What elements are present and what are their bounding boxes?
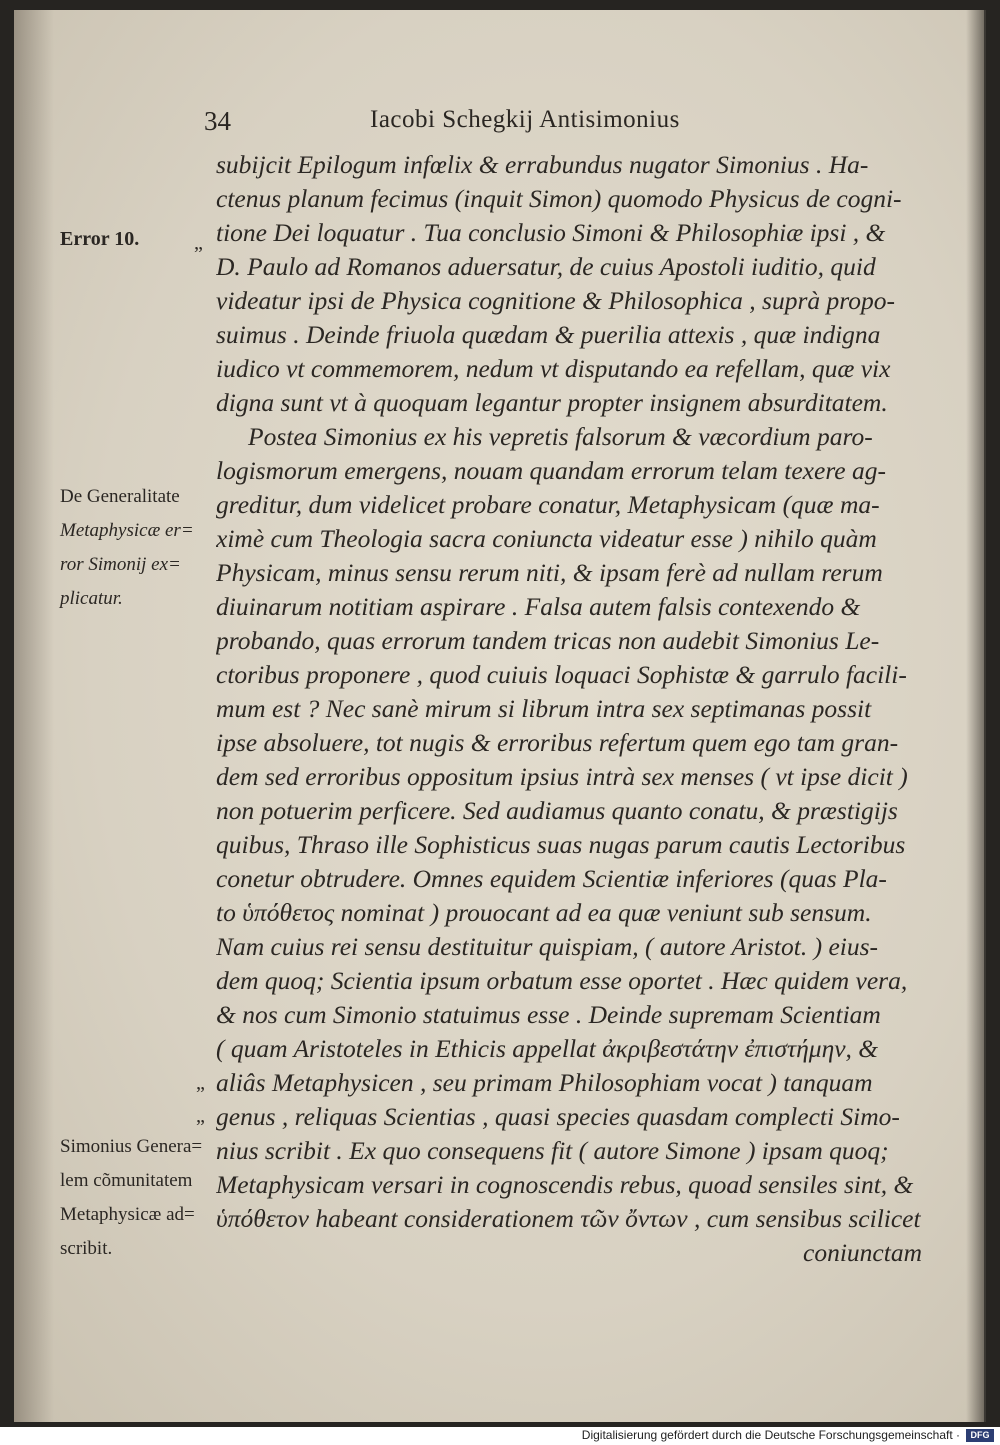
margin-note-simonius: [60, 1130, 236, 1266]
quote-mark: „: [196, 1105, 205, 1127]
text-line: to ὑπόθετος nominat ) prouocant ad ea quæ veniunt sub sensum.: [216, 898, 872, 927]
text-line: greditur, dum videlicet probare conatur, Metaphysicam (quæ ma-: [216, 490, 880, 519]
footer-banner: [0, 1427, 1000, 1445]
text-line: iudico vt commemorem, nedum vt disputando ea refellam, quæ vix: [216, 354, 891, 383]
body-text: [216, 148, 958, 1270]
text-line: ( quam Aristoteles in Ethicis appellat ἀκριβεστάτην ἐπιστήμην, &: [216, 1034, 879, 1063]
text-line: subijcit Epilogum infœlix & errabundus nugator Simonius . Ha-: [216, 150, 869, 179]
gutter-shadow: [14, 10, 54, 1422]
text-line: dem quoq; Scientia ipsum orbatum esse oportet . Hæc quidem vera,: [216, 966, 908, 995]
text-line: Physicam, minus sensu rerum niti, & ipsam ferè ad nullam rerum: [216, 558, 883, 587]
margin-note-line: Metaphysicæ ad=: [60, 1204, 195, 1225]
text-line: digna sunt vt à quoquam legantur propter insignem absurditatem.: [216, 388, 888, 417]
margin-note-line: Metaphysicæ er=: [60, 520, 194, 541]
margin-note-line: scribit.: [60, 1238, 113, 1259]
margin-note-line: De Generalitate: [60, 486, 180, 507]
dfg-logo: DFG: [966, 1429, 994, 1442]
quote-mark: „: [194, 232, 203, 254]
margin-note-line: Error 10.: [60, 228, 140, 250]
text-line: conetur obtrudere. Omnes equidem Scientiæ inferiores (quas Pla-: [216, 864, 887, 893]
funding-notice: Digitalisierung gefördert durch die Deutsche Forschungsgemeinschaft ·: [581, 1428, 960, 1442]
text-line: Nam cuius rei sensu destituitur quispiam, ( autore Aristot. ) eius-: [216, 932, 879, 961]
running-title: Iacobi Schegkij Antisimonius: [370, 106, 680, 133]
text-line: ctoribus proponere , quod cuiuis loquaci Sophistæ & garrulo facili-: [216, 660, 907, 689]
text-line: probando, quas errorum tandem tricas non audebit Simonius Le-: [216, 626, 880, 655]
text-line: ὑπόθετον habeant considerationem τῶν ὄντων , cum sensibus scilicet: [216, 1204, 921, 1233]
text-line: ctenus planum fecimus (inquit Simon) quomodo Physicus de cogni-: [216, 184, 902, 213]
text-line: tione Dei loquatur . Tua conclusio Simoni & Philosophiæ ipsi , &: [216, 218, 886, 247]
margin-note-line: plicatur.: [60, 588, 123, 609]
running-head: [204, 106, 744, 142]
text-line: ximè cum Theologia sacra coniuncta videatur esse ) nihilo quàm: [216, 524, 877, 553]
margin-note-line: lem cõmunitatem: [60, 1170, 193, 1191]
text-line: logismorum emergens, nouam quandam errorum telam texere ag-: [216, 456, 886, 485]
text-line: nius scribit . Ex quo consequens fit ( autore Simone ) ipsam quoq;: [216, 1136, 889, 1165]
text-line: suimus . Deinde friuola quædam & puerilia attexis , quæ indigna: [216, 320, 881, 349]
text-line: & nos cum Simonio statuimus esse . Deinde supremam Scientiam: [216, 1000, 881, 1029]
text-line: diuinarum notitiam aspirare . Falsa autem falsis contexendo &: [216, 592, 861, 621]
page-number: 34: [204, 106, 231, 136]
text-line: Metaphysicam versari in cognoscendis rebus, quoad sensiles sint, &: [216, 1170, 914, 1199]
text-line: non potuerim perficere. Sed audiamus quanto conatu, & præstigijs: [216, 796, 898, 825]
text-line: videatur ipsi de Physica cognitione & Philosophica , suprà propo-: [216, 286, 895, 315]
margin-note-generalitate: [60, 480, 236, 616]
quote-mark: „: [196, 1072, 205, 1094]
page-edge: [966, 10, 984, 1422]
margin-note-line: ror Simonij ex=: [60, 554, 181, 575]
text-line: ipse absoluere, tot nugis & erroribus refertum quem ego tam gran-: [216, 728, 899, 757]
text-line: aliâs Metaphysicen , seu primam Philosophiam vocat ) tanquam: [216, 1068, 873, 1097]
text-line: genus , reliquas Scientias , quasi species quasdam complecti Simo-: [216, 1102, 900, 1131]
margin-note-error: [60, 222, 236, 256]
text-line: dem sed erroribus oppositum ipsius intrà sex menses ( vt ipse dicit ): [216, 762, 908, 791]
margin-note-line: Simonius Genera=: [60, 1136, 203, 1157]
catchword: coniunctam: [803, 1238, 922, 1267]
text-line: mum est ? Nec sanè mirum si librum intra sex septimanas possit: [216, 694, 872, 723]
text-line: D. Paulo ad Romanos aduersatur, de cuius Apostoli iuditio, quid: [216, 252, 876, 281]
text-line: Postea Simonius ex his vepretis falsorum & væcordium paro-: [248, 422, 873, 451]
text-line: quibus, Thraso ille Sophisticus suas nugas parum cautis Lectoribus: [216, 830, 906, 859]
